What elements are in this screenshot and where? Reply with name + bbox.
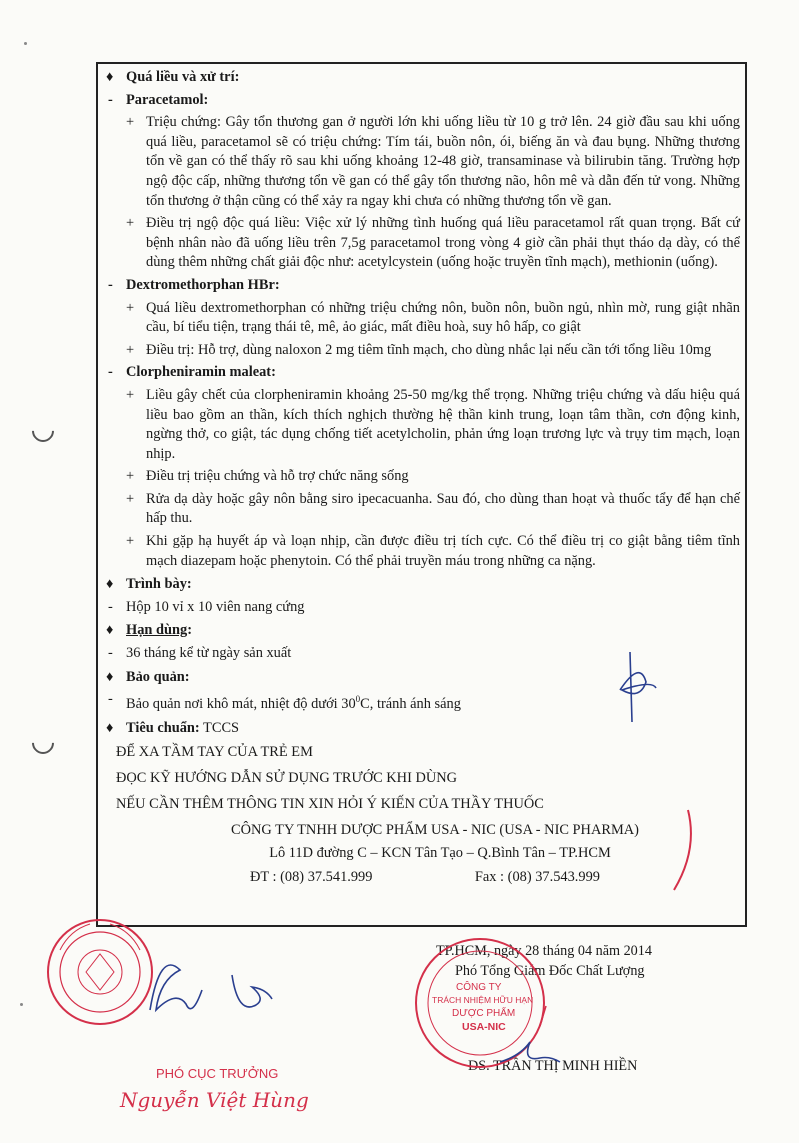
plus-bullet-icon: + — [126, 299, 135, 316]
pen-signature-icon — [150, 652, 656, 1062]
diamond-bullet-icon: ♦ — [106, 69, 114, 85]
subsection-title: Clorpheniramin maleat: — [126, 364, 276, 381]
plus-bullet-icon: + — [126, 490, 135, 507]
company-stamp-line: DƯỢC PHẨM — [452, 1008, 516, 1019]
signature-position: Phó Tổng Giám Đốc Chất Lượng — [455, 963, 645, 979]
item-text: Khi gặp hạ huyết áp và loạn nhịp, cần được điều trị tích cực. Có thể điều trị co giật bằng tiêm tĩnh mạch diazepam hoặc phenytoin. Có thể phải truyền máu trong những ca nặng. — [146, 533, 740, 569]
section-heading: Quá liều và xử trí: — [126, 69, 240, 85]
company-stamp-line: CÔNG TY — [456, 982, 502, 993]
dash-bullet-icon: - — [108, 598, 113, 615]
approval-name-signature: Nguyễn Việt Hùng — [120, 1088, 309, 1112]
dash-bullet-icon: - — [108, 364, 113, 381]
item-text: Điều trị triệu chứng và hỗ trợ chức năng sống — [146, 468, 409, 485]
dash-bullet-icon: - — [108, 645, 113, 662]
value-text: Hộp 10 vỉ x 10 viên nang cứng — [126, 598, 305, 615]
item-text: Triệu chứng: Gây tổn thương gan ở người lớn khi uống liều từ 10 g trở lên. 24 giờ đầu sau khi uống quá liều, paracetamol sẽ có triệu chứng: Tím tái, buồn nôn, ói, biếng ăn và đau bụng. Những thương tổn về gan có thể thấy rõ sau khi uống khoảng 12-48 giờ, transaminase và bilirubin tăng. Trường hợp ngộ độc cấp, những thương tổn về gan có thể gây tổn thương não, hôn mê và dẫn đến tử vong. Những tổn thương ở thận cũng có thể xảy ra ngay khi chưa có những thương tổn về gan. — [146, 114, 740, 209]
value-text: 36 tháng kể từ ngày sản xuất — [126, 645, 292, 662]
value-text: C, tránh ánh sáng — [360, 696, 461, 713]
plus-bullet-icon: + — [126, 533, 135, 550]
diamond-bullet-icon: ♦ — [106, 622, 114, 639]
section-heading: Trình bày: — [126, 576, 192, 593]
value-text: TCCS — [199, 719, 240, 736]
approval-title: PHÓ CỤC TRƯỞNG — [156, 1066, 279, 1081]
government-seal-icon — [48, 920, 152, 1024]
section-heading: Tiêu chuẩn: — [126, 719, 200, 736]
plus-bullet-icon: + — [126, 215, 135, 232]
section-heading: Hạn dùng — [126, 622, 188, 639]
subsection-title: Dextromethorphan HBr: — [126, 276, 280, 293]
item-text: Liều gây chết của clorpheniramin khoảng 25-50 mg/kg thể trọng. Những triệu chứng và dấu hiệu quá liều bao gồm an thần, kích thích nghịch thường hệ thần kinh trung, loạn tâm thần, cơn động kinh, ngừng thở, co giật, tác dụng chống tiết acetylcholin, phản ứng loạn trương lực và trụy tim mạch, loạn nhịp. — [146, 386, 740, 462]
dash-bullet-icon: - — [108, 276, 113, 293]
warning-line: NẾU CẦN THÊM THÔNG TIN XIN HỎI Ý KIẾN CỦA THẦY THUỐC — [116, 796, 544, 813]
section-heading: Bảo quản: — [126, 668, 190, 685]
dash-bullet-icon: - — [108, 91, 113, 108]
item-text: Điều trị ngộ độc quá liều: Việc xử lý những tình huống quá liều paracetamol rất quan trọng. Bất cứ bệnh nhân nào đã uống liều trên 7,5g paracetamol trong vòng 4 giờ cần phải thụt tháo dạ dày, có thể dùng thêm những chất giải độc như: acetylcystein (uống hoặc truyền tĩnh mạch), methionin (uống). — [146, 215, 740, 271]
value-text: Bảo quản nơi khô mát, nhiệt độ dưới 30 — [126, 696, 356, 713]
signature-date: TP.HCM, ngày 28 tháng 04 năm 2014 — [436, 943, 652, 959]
dash-bullet-icon: - — [108, 691, 113, 708]
company-name: CÔNG TY TNHH DƯỢC PHẨM USA - NIC (USA - NIC PHARMA) — [231, 822, 639, 839]
diamond-bullet-icon: ♦ — [106, 668, 114, 685]
plus-bullet-icon: + — [126, 468, 135, 485]
item-text: Quá liều dextromethorphan có những triệu chứng nôn, buồn nôn, buồn ngủ, nhìn mờ, rung giật nhãn cầu, bí tiểu tiện, trạng thái tê, mê, ảo giác, mất điều hoà, suy hô hấp, co giật — [146, 299, 740, 336]
diamond-bullet-icon: ♦ — [106, 719, 114, 736]
heading-colon: : — [187, 622, 192, 639]
company-stamp-line: TRÁCH NHIỆM HỮU HẠN — [432, 995, 534, 1005]
warning-line: ĐỂ XA TẦM TAY CỦA TRẺ EM — [116, 744, 313, 761]
signature-name: DS. TRẦN THỊ MINH HIỀN — [468, 1058, 638, 1074]
degree-superscript: 0 — [355, 694, 361, 705]
plus-bullet-icon: + — [126, 386, 135, 403]
item-text: Rửa dạ dày hoặc gây nôn bằng siro ipecacuanha. Sau đó, cho dùng than hoạt và thuốc tẩy để hạn chế hấp thu. — [146, 490, 740, 527]
subsection-title: Paracetamol: — [126, 91, 209, 108]
red-margin-mark — [674, 810, 691, 890]
plus-bullet-icon: + — [126, 114, 135, 131]
warning-line: ĐỌC KỸ HƯỚNG DẪN SỬ DỤNG TRƯỚC KHI DÙNG — [116, 770, 458, 787]
company-fax: Fax : (08) 37.543.999 — [474, 869, 600, 886]
company-address: Lô 11D đường C – KCN Tân Tạo – Q.Bình Tân – TP.HCM — [269, 845, 611, 862]
company-phone: ĐT : (08) 37.541.999 — [250, 869, 373, 886]
plus-bullet-icon: + — [126, 341, 135, 358]
company-stamp-line: USA-NIC — [462, 1021, 506, 1033]
diamond-bullet-icon: ♦ — [106, 576, 114, 593]
item-text: Điều trị: Hỗ trợ, dùng naloxon 2 mg tiêm tĩnh mạch, cho dùng nhắc lại nếu cần tới tổng liều 10mg — [146, 341, 712, 358]
